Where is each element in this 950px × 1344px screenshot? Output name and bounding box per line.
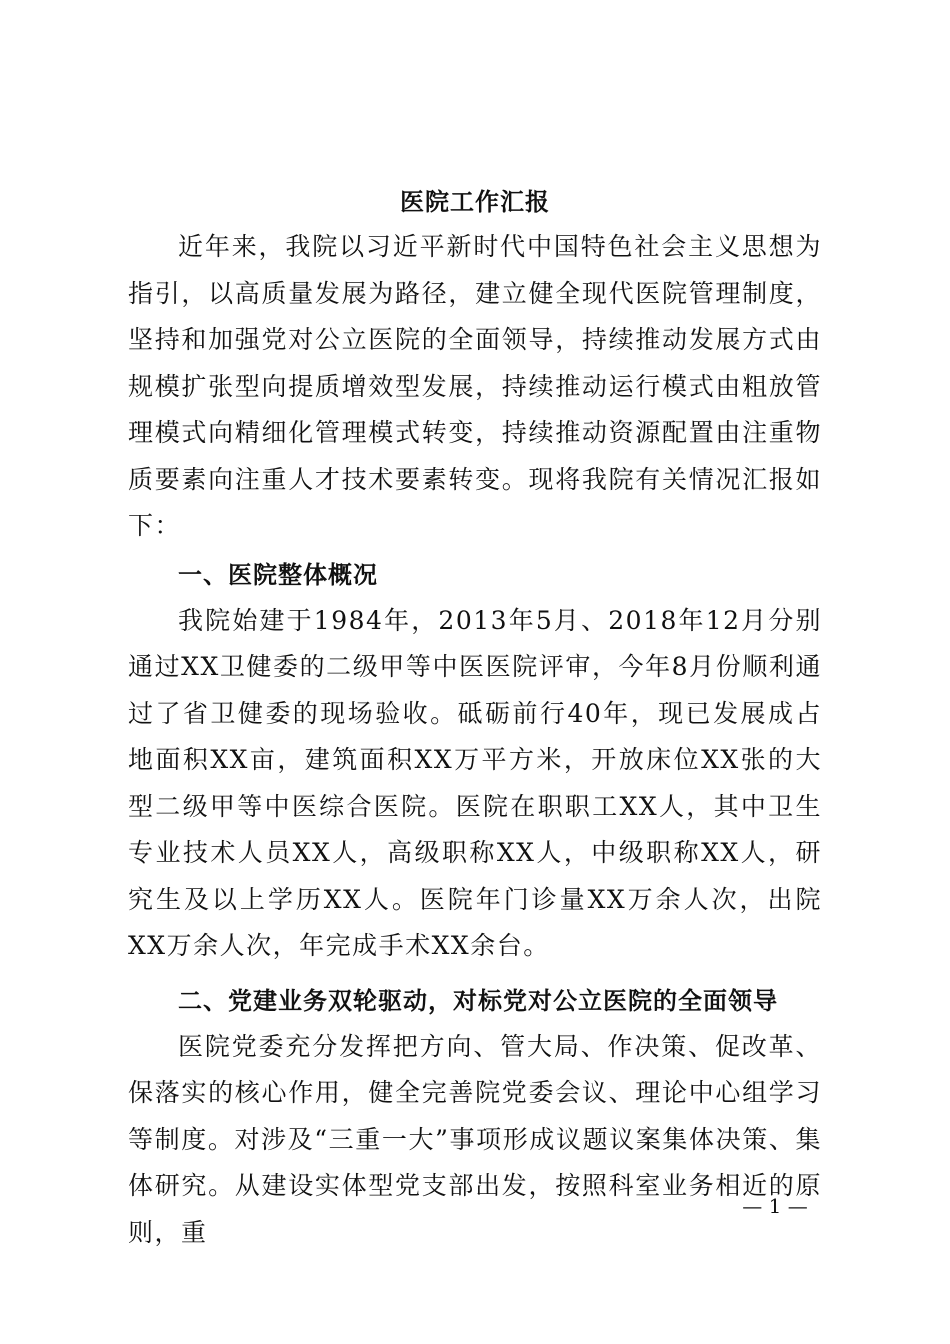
document-body [128,180,822,1256]
section-2-heading: 二、党建业务双轮驱动，对标党对公立医院的全面领导 [178,986,778,1015]
page-number: — 1 — [742,1194,808,1218]
document-title: 医院工作汇报 [400,187,550,216]
section-1-heading: 一、医院整体概况 [178,560,378,589]
section-1-paragraph: 我院始建于1984年，2013年5月、2018年12月分别通过XX卫健委的二级甲等中医医院评审，今年8月份顺利通过了省卫健委的现场验收。砥砺前行40年，现已发展成占地面积XX亩，建筑面积XX万平方米，开放床位XX张的大型二级甲等中医综合医院。医院在职职工XX人，其中卫生专业技术人员XX人，高级职称XX人，中级职称XX人，研究生及以上学历XX人。医院年门诊量XX万余人次，出院XX万余人次，年完成手术XX余台。 [128,605,822,960]
intro-paragraph: 近年来，我院以习近平新时代中国特色社会主义思想为指引，以高质量发展为路径，建立健全现代医院管理制度，坚持和加强党对公立医院的全面领导，持续推动发展方式由规模扩张型向提质增效型发展，持续推动运行模式由粗放管理模式向精细化管理模式转变，持续推动资源配置由注重物质要素向注重人才技术要素转变。现将我院有关情况汇报如下： [128,232,822,540]
section-2-paragraph: 医院党委充分发挥把方向、管大局、作决策、促改革、保落实的核心作用，健全完善院党委会议、理论中心组学习等制度。对涉及“三重一大”事项形成议题议案集体决策、集体研究。从建设实体型党支部出发，按照科室业务相近的原则，重 [128,1031,822,1247]
